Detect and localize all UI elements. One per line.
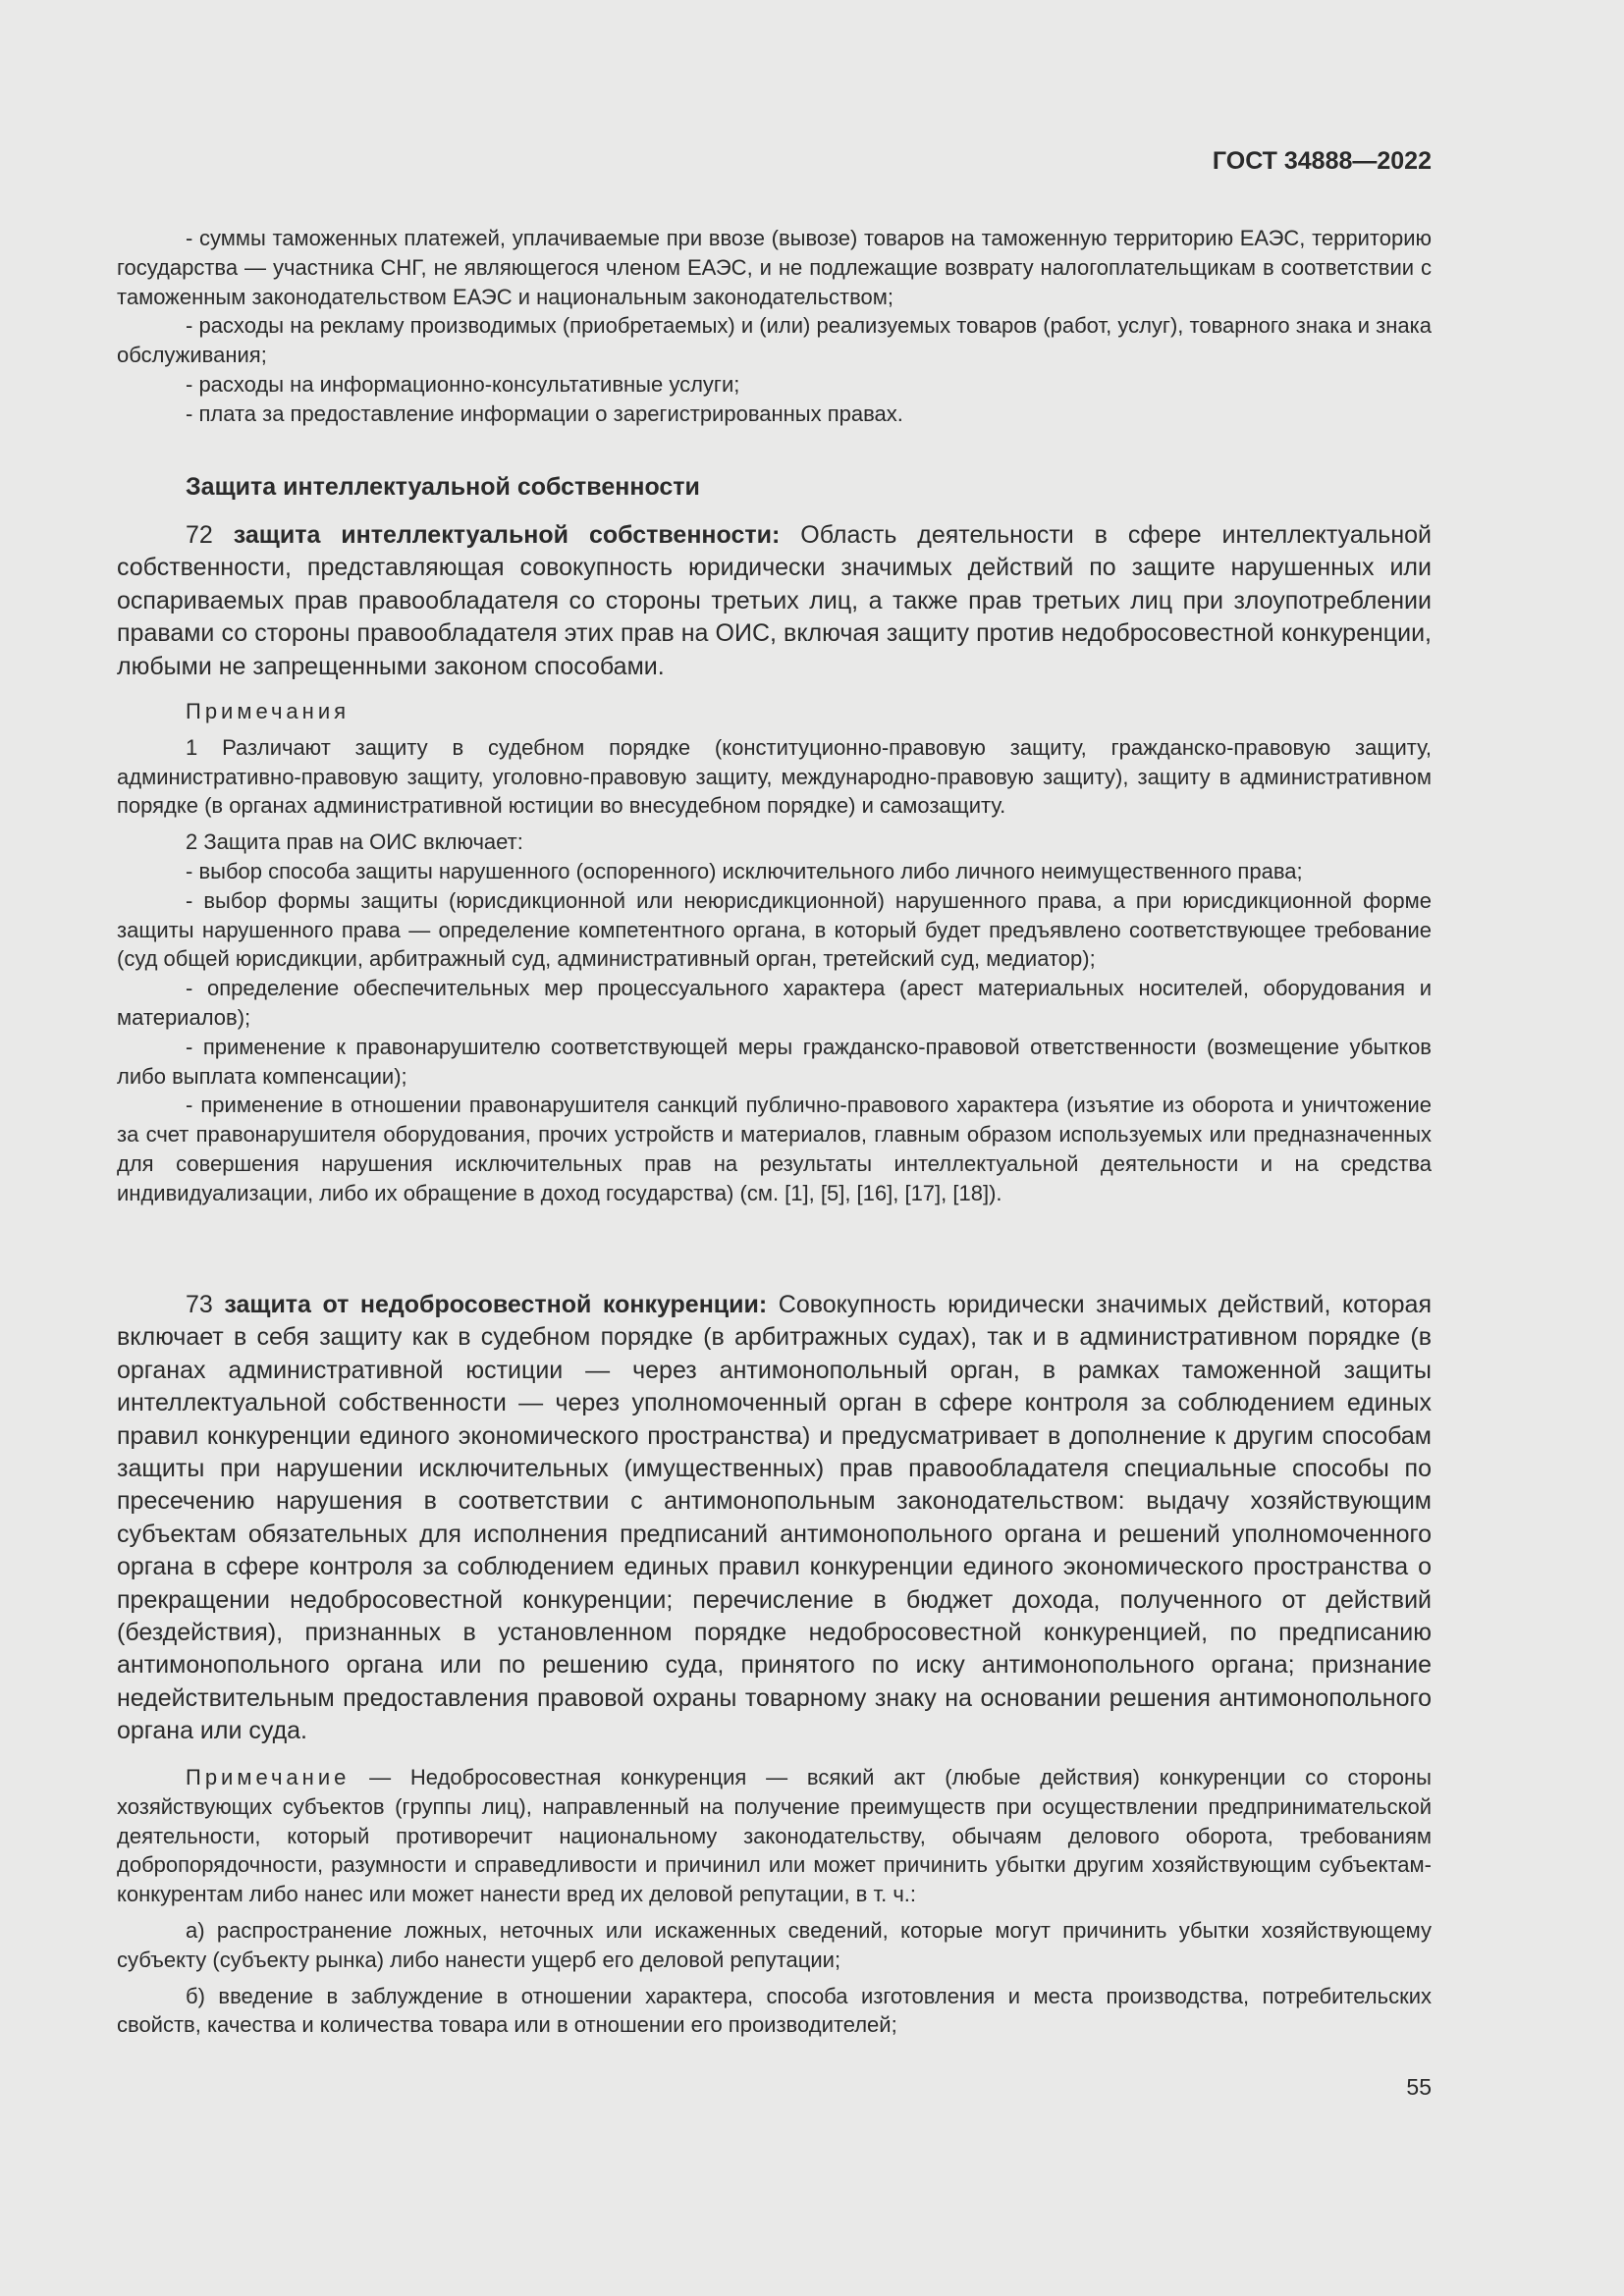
page-number: 55	[1406, 2074, 1432, 2100]
term-72	[117, 519, 1432, 683]
list-item: - применение в отношении правонарушителя санкций публично-правового характера (изъятие из оборота и уничтожение за счет правонарушителя оборудования, прочих устройств и материалов, главным образом используемых или предназначенных для совершения нарушения исключительных прав на результаты интеллектуальной деятельности и на средства индивидуализации, либо их обращение в доход государства) (см. [1], [5], [16], [17], [18]).	[117, 1093, 1432, 1205]
term-number: 73	[186, 1291, 213, 1318]
term-73-paragraph	[117, 1289, 1432, 1748]
list-item: - выбор формы защиты (юрисдикционной или неюрисдикционной) нарушенного права, а при юрисдикционной форме защиты нарушенного права — определение компетентного органа, в который будет предъявлено соответствующее требование (суд общей юрисдикции, арбитражный суд, административный орган, третейский суд, медиатор);	[117, 887, 1432, 972]
note-2-intro: 2 Защита прав на ОИС включает:	[186, 829, 523, 855]
note-73-paragraph	[117, 1763, 1432, 1909]
term-definition: Совокупность юридически значимых действий, которая включает в себя защиту как в судебном порядке (в арбитражных судах), так и в административном порядке (в органах административной юстиции — через антимонопольный орган, в рамках таможенной защиты интеллектуальной собственности — через уполномоченный орган в сфере контроля за соблюдением единых правил конкуренции единого экономического пространства) и предусматривает в дополнение к другим способам защиты при нарушении исключительных (имущественных) прав правообладателя специальные способы по пресечению нарушения в соответствии с антимонопольным законодательством: выдачу хозяйствующим субъектам обязательных для исполнения предписаний антимонопольного органа и решений уполномоченного органа в сфере контроля за соблюдением единых правил конкуренции единого экономического пространства о прекращении недобросовестной конкуренции; перечисление в бюджет дохода, полученного от действий (бездействия), признанных в установленном порядке недобросовестной конкуренцией, по предписанию антимонопольного органа или по решению суда, принятого по иску антимонопольного органа; признание недействительным предоставления правовой охраны товарному знаку на основании решения антимонопольного органа или суда.	[117, 1291, 1432, 1745]
note-item-a: а) распространение ложных, неточных или искаженных сведений, которые могут причинить убытки хозяйствующему субъекту (субъекту рынка) либо нанести ущерб его деловой репутации;	[117, 1917, 1432, 1972]
note-item-b: б) введение в заблуждение в отношении характера, способа изготовления и места производства, потребительских свойств, качества и количества товара или в отношении его производителей;	[117, 1983, 1432, 2038]
list-item: - применение к правонарушителю соответствующей меры гражданско-правовой ответственности (возмещение убытков либо выплата компенсации);	[117, 1034, 1432, 1089]
notes-label: Примечания	[186, 699, 351, 723]
list-item: - расходы на рекламу производимых (приобретаемых) и (или) реализуемых товаров (работ, услуг), товарного знака и знака обслуживания;	[117, 313, 1432, 368]
note-label: Примечание	[186, 1765, 351, 1789]
note-text: — Недобросовестная конкуренция — всякий акт (любые действия) конкуренции со стороны хозяйствующих субъектов (группы лиц), направленный на получение преимуществ при осуществлении предпринимательской деятельности, который противоречит национальному законодательству, обычаям делового оборота, требованиям добропорядочности, разумности и справедливости и причинил или может причинить убытки другим хозяйствующим субъектам-конкурентам либо нанес или может нанести вред их деловой репутации, в т. ч.:	[117, 1765, 1432, 1907]
term-73	[117, 1289, 1432, 1748]
term-title: защита от недобросовестной конкуренции:	[224, 1291, 768, 1318]
note-1: 1 Различают защиту в судебном порядке (конституционно-правовую защиту, гражданско-правовую защиту, административно-правовую защиту, уголовно-правовую защиту, международно-правовую защиту), защиту в административном порядке (в органах административной юстиции во внесудебном порядке) и самозащиту.	[117, 734, 1432, 819]
notes-72	[117, 697, 1432, 1208]
standard-designation: ГОСТ 34888—2022	[1212, 147, 1432, 175]
note-73	[117, 1763, 1432, 2040]
list-item: - плата за предоставление информации о зарегистрированных правах.	[186, 400, 903, 426]
section-heading: Защита интеллектуальной собственности	[186, 473, 700, 501]
list-item: - определение обеспечительных мер процессуального характера (арест материальных носителей, оборудования и материалов);	[117, 976, 1432, 1030]
list-item: - суммы таможенных платежей, уплачиваемые при ввозе (вывозе) товаров на таможенную территорию ЕАЭС, территорию государства — участника СНГ, не являющегося членом ЕАЭС, и не подлежащие возврату налогоплательщикам в соответствии с таможенным законодательством ЕАЭС и национальным законодательством;	[117, 226, 1432, 309]
expense-list	[117, 224, 1432, 429]
term-definition: Область деятельности в сфере интеллектуальной собственности, представляющая совокупность юридически значимых действий по защите нарушенных или оспариваемых прав правообладателя со стороны третьих лиц, а также прав третьих лиц при злоупотреблении правами со стороны правообладателя этих прав на ОИС, включая защиту против недобросовестной конкуренции, любыми не запрещенными законом способами.	[117, 521, 1433, 680]
list-item: - расходы на информационно-консультативные услуги;	[186, 371, 740, 397]
term-number: 72	[186, 521, 213, 549]
term-title: защита интеллектуальной собственности:	[233, 521, 781, 549]
list-item: - выбор способа защиты нарушенного (оспоренного) исключительного либо личного неимущественного права;	[186, 858, 1303, 883]
term-72-paragraph	[117, 519, 1432, 683]
